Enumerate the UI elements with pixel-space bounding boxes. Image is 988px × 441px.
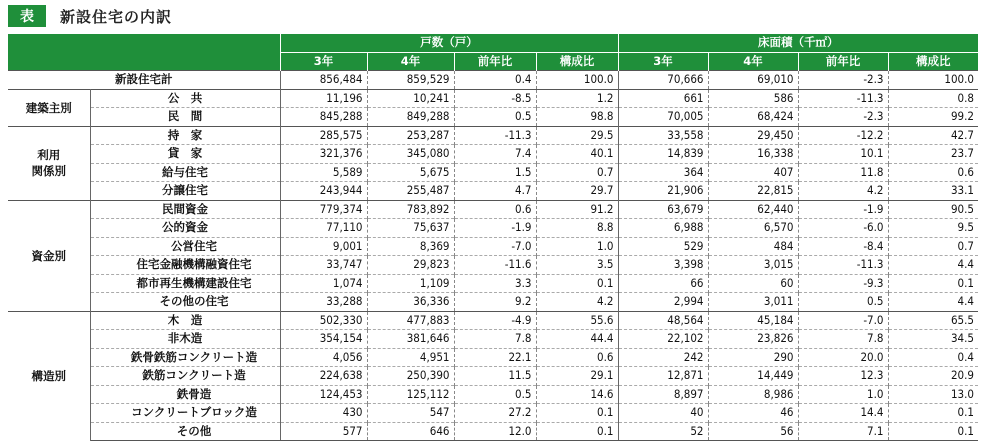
table-row xyxy=(8,293,978,312)
table-row xyxy=(8,200,978,219)
value-cell: 22,102 xyxy=(618,330,708,349)
table-row xyxy=(8,330,978,349)
title-badge: 表 xyxy=(8,5,46,27)
header-col: 4年 xyxy=(708,52,798,71)
value-cell: 0.6 xyxy=(888,163,978,182)
value-cell: -2.3 xyxy=(798,71,888,90)
value-cell: 7.8 xyxy=(454,330,536,349)
table-row xyxy=(8,126,978,145)
value-cell: 46 xyxy=(708,404,798,423)
value-cell: -7.0 xyxy=(798,311,888,330)
value-cell: 3,011 xyxy=(708,293,798,312)
value-cell: 5,589 xyxy=(280,163,367,182)
header-col: 4年 xyxy=(367,52,454,71)
value-cell: 345,080 xyxy=(367,145,454,164)
category-label: 建築主別 xyxy=(8,89,90,126)
value-cell: 11.8 xyxy=(798,163,888,182)
value-cell: -8.4 xyxy=(798,237,888,256)
row-label: その他 xyxy=(90,422,280,441)
value-cell: 52 xyxy=(618,422,708,441)
value-cell: 321,376 xyxy=(280,145,367,164)
value-cell: 0.5 xyxy=(454,385,536,404)
value-cell: 8,897 xyxy=(618,385,708,404)
value-cell: -11.3 xyxy=(454,126,536,145)
value-cell: 42.7 xyxy=(888,126,978,145)
value-cell: 6,570 xyxy=(708,219,798,238)
row-label: 持 家 xyxy=(90,126,280,145)
value-cell: 5,675 xyxy=(367,163,454,182)
category-label: 資金別 xyxy=(8,200,90,311)
value-cell: 33.1 xyxy=(888,182,978,201)
value-cell: -9.3 xyxy=(798,274,888,293)
row-label: 分譲住宅 xyxy=(90,182,280,201)
value-cell: 430 xyxy=(280,404,367,423)
value-cell: 250,390 xyxy=(367,367,454,386)
table-row xyxy=(8,348,978,367)
value-cell: 8,369 xyxy=(367,237,454,256)
value-cell: 243,944 xyxy=(280,182,367,201)
header-units-group: 戸数（戸） xyxy=(280,34,618,52)
value-cell: 29,823 xyxy=(367,256,454,275)
value-cell: 44.4 xyxy=(536,330,618,349)
value-cell: 285,575 xyxy=(280,126,367,145)
table-row xyxy=(8,89,978,108)
row-label: 民間資金 xyxy=(90,200,280,219)
value-cell: 11,196 xyxy=(280,89,367,108)
category-label: 利用 関係別 xyxy=(8,126,90,200)
value-cell: 29.7 xyxy=(536,182,618,201)
value-cell: 0.1 xyxy=(888,404,978,423)
value-cell: 477,883 xyxy=(367,311,454,330)
row-label: 公営住宅 xyxy=(90,237,280,256)
value-cell: 3,015 xyxy=(708,256,798,275)
row-label: コンクリートブロック造 xyxy=(90,404,280,423)
table-row xyxy=(8,182,978,201)
value-cell: 8,986 xyxy=(708,385,798,404)
value-cell: 40.1 xyxy=(536,145,618,164)
value-cell: 69,010 xyxy=(708,71,798,90)
value-cell: 9.2 xyxy=(454,293,536,312)
value-cell: 90.5 xyxy=(888,200,978,219)
table-row xyxy=(8,385,978,404)
value-cell: 2,994 xyxy=(618,293,708,312)
value-cell: -1.9 xyxy=(454,219,536,238)
value-cell: 646 xyxy=(367,422,454,441)
value-cell: 0.1 xyxy=(536,274,618,293)
value-cell: 91.2 xyxy=(536,200,618,219)
value-cell: 40 xyxy=(618,404,708,423)
value-cell: 11.5 xyxy=(454,367,536,386)
value-cell: 70,666 xyxy=(618,71,708,90)
table-title xyxy=(8,3,172,29)
value-cell: -8.5 xyxy=(454,89,536,108)
row-label: 非木造 xyxy=(90,330,280,349)
value-cell: 100.0 xyxy=(536,71,618,90)
value-cell: 7.1 xyxy=(798,422,888,441)
header-col: 前年比 xyxy=(454,52,536,71)
row-label: 鉄骨造 xyxy=(90,385,280,404)
value-cell: 55.6 xyxy=(536,311,618,330)
value-cell: -7.0 xyxy=(454,237,536,256)
row-label: その他の住宅 xyxy=(90,293,280,312)
value-cell: 14.4 xyxy=(798,404,888,423)
value-cell: 783,892 xyxy=(367,200,454,219)
title-text: 新設住宅の内訳 xyxy=(60,7,173,26)
value-cell: 381,646 xyxy=(367,330,454,349)
value-cell: 4,951 xyxy=(367,348,454,367)
value-cell: 1,074 xyxy=(280,274,367,293)
value-cell: 529 xyxy=(618,237,708,256)
value-cell: 586 xyxy=(708,89,798,108)
row-label: 鉄骨鉄筋コンクリート造 xyxy=(90,348,280,367)
value-cell: 10,241 xyxy=(367,89,454,108)
value-cell: 845,288 xyxy=(280,108,367,127)
value-cell: 255,487 xyxy=(367,182,454,201)
value-cell: 0.1 xyxy=(888,274,978,293)
value-cell: 1.2 xyxy=(536,89,618,108)
value-cell: 0.7 xyxy=(888,237,978,256)
header-col: 構成比 xyxy=(536,52,618,71)
row-label: 給与住宅 xyxy=(90,163,280,182)
value-cell: 10.1 xyxy=(798,145,888,164)
value-cell: 60 xyxy=(708,274,798,293)
value-cell: 27.2 xyxy=(454,404,536,423)
value-cell: 63,679 xyxy=(618,200,708,219)
value-cell: 0.4 xyxy=(454,71,536,90)
table-row xyxy=(8,422,978,441)
value-cell: 1.0 xyxy=(536,237,618,256)
value-cell: 33,558 xyxy=(618,126,708,145)
value-cell: 98.8 xyxy=(536,108,618,127)
value-cell: 0.5 xyxy=(798,293,888,312)
value-cell: 34.5 xyxy=(888,330,978,349)
value-cell: 484 xyxy=(708,237,798,256)
value-cell: 0.7 xyxy=(536,163,618,182)
value-cell: 3.5 xyxy=(536,256,618,275)
value-cell: 65.5 xyxy=(888,311,978,330)
header-corner xyxy=(8,34,280,71)
value-cell: 23.7 xyxy=(888,145,978,164)
row-label: 都市再生機構建設住宅 xyxy=(90,274,280,293)
value-cell: 77,110 xyxy=(280,219,367,238)
value-cell: -11.6 xyxy=(454,256,536,275)
value-cell: 577 xyxy=(280,422,367,441)
value-cell: 7.8 xyxy=(798,330,888,349)
value-cell: 4,056 xyxy=(280,348,367,367)
value-cell: 22.1 xyxy=(454,348,536,367)
table-row xyxy=(8,404,978,423)
value-cell: 16,338 xyxy=(708,145,798,164)
value-cell: 29.1 xyxy=(536,367,618,386)
value-cell: 242 xyxy=(618,348,708,367)
value-cell: 290 xyxy=(708,348,798,367)
value-cell: 99.2 xyxy=(888,108,978,127)
value-cell: -11.3 xyxy=(798,256,888,275)
row-label: 公 共 xyxy=(90,89,280,108)
value-cell: 859,529 xyxy=(367,71,454,90)
value-cell: 33,747 xyxy=(280,256,367,275)
value-cell: 547 xyxy=(367,404,454,423)
value-cell: 70,005 xyxy=(618,108,708,127)
value-cell: 1.0 xyxy=(798,385,888,404)
row-label: 貸 家 xyxy=(90,145,280,164)
table-row xyxy=(8,71,978,90)
table-row xyxy=(8,237,978,256)
value-cell: 125,112 xyxy=(367,385,454,404)
housing-breakdown-table xyxy=(8,34,978,441)
value-cell: 3.3 xyxy=(454,274,536,293)
value-cell: 502,330 xyxy=(280,311,367,330)
table-row xyxy=(8,163,978,182)
value-cell: 0.8 xyxy=(888,89,978,108)
value-cell: 0.1 xyxy=(888,422,978,441)
value-cell: -6.0 xyxy=(798,219,888,238)
value-cell: 1,109 xyxy=(367,274,454,293)
value-cell: 9,001 xyxy=(280,237,367,256)
table-row xyxy=(8,256,978,275)
value-cell: 253,287 xyxy=(367,126,454,145)
table-row xyxy=(8,108,978,127)
value-cell: 0.5 xyxy=(454,108,536,127)
value-cell: 23,826 xyxy=(708,330,798,349)
value-cell: 124,453 xyxy=(280,385,367,404)
value-cell: 0.6 xyxy=(536,348,618,367)
value-cell: 33,288 xyxy=(280,293,367,312)
value-cell: 12,871 xyxy=(618,367,708,386)
value-cell: 66 xyxy=(618,274,708,293)
value-cell: 3,398 xyxy=(618,256,708,275)
value-cell: 14,839 xyxy=(618,145,708,164)
header-col: 前年比 xyxy=(798,52,888,71)
value-cell: 0.1 xyxy=(536,404,618,423)
row-label: 民 間 xyxy=(90,108,280,127)
value-cell: 14.6 xyxy=(536,385,618,404)
value-cell: 407 xyxy=(708,163,798,182)
value-cell: 100.0 xyxy=(888,71,978,90)
value-cell: 75,637 xyxy=(367,219,454,238)
value-cell: 21,906 xyxy=(618,182,708,201)
value-cell: 4.2 xyxy=(536,293,618,312)
row-label: 公的資金 xyxy=(90,219,280,238)
value-cell: 36,336 xyxy=(367,293,454,312)
value-cell: 68,424 xyxy=(708,108,798,127)
value-cell: 29.5 xyxy=(536,126,618,145)
value-cell: 354,154 xyxy=(280,330,367,349)
value-cell: -12.2 xyxy=(798,126,888,145)
row-label: 木 造 xyxy=(90,311,280,330)
table-row xyxy=(8,274,978,293)
value-cell: 224,638 xyxy=(280,367,367,386)
value-cell: 7.4 xyxy=(454,145,536,164)
value-cell: -2.3 xyxy=(798,108,888,127)
table-row xyxy=(8,219,978,238)
value-cell: 62,440 xyxy=(708,200,798,219)
value-cell: 20.0 xyxy=(798,348,888,367)
table-row xyxy=(8,367,978,386)
value-cell: 45,184 xyxy=(708,311,798,330)
row-label: 新設住宅計 xyxy=(8,71,280,90)
value-cell: 6,988 xyxy=(618,219,708,238)
value-cell: 56 xyxy=(708,422,798,441)
value-cell: 1.5 xyxy=(454,163,536,182)
value-cell: 364 xyxy=(618,163,708,182)
header-col: 構成比 xyxy=(888,52,978,71)
value-cell: 8.8 xyxy=(536,219,618,238)
value-cell: 48,564 xyxy=(618,311,708,330)
header-col: 3年 xyxy=(618,52,708,71)
value-cell: 22,815 xyxy=(708,182,798,201)
value-cell: 9.5 xyxy=(888,219,978,238)
value-cell: 661 xyxy=(618,89,708,108)
value-cell: 4.4 xyxy=(888,256,978,275)
value-cell: 29,450 xyxy=(708,126,798,145)
value-cell: 0.4 xyxy=(888,348,978,367)
value-cell: 20.9 xyxy=(888,367,978,386)
value-cell: 0.1 xyxy=(536,422,618,441)
value-cell: 856,484 xyxy=(280,71,367,90)
header-floor-group: 床面積（千㎡） xyxy=(618,34,978,52)
header-col: 3年 xyxy=(280,52,367,71)
row-label: 鉄筋コンクリート造 xyxy=(90,367,280,386)
value-cell: 12.0 xyxy=(454,422,536,441)
value-cell: 4.4 xyxy=(888,293,978,312)
value-cell: -4.9 xyxy=(454,311,536,330)
value-cell: -1.9 xyxy=(798,200,888,219)
value-cell: 13.0 xyxy=(888,385,978,404)
value-cell: 849,288 xyxy=(367,108,454,127)
value-cell: 12.3 xyxy=(798,367,888,386)
value-cell: 4.7 xyxy=(454,182,536,201)
category-label: 構造別 xyxy=(8,311,90,441)
value-cell: 0.6 xyxy=(454,200,536,219)
table-row xyxy=(8,311,978,330)
row-label: 住宅金融機構融資住宅 xyxy=(90,256,280,275)
table-row xyxy=(8,145,978,164)
value-cell: 779,374 xyxy=(280,200,367,219)
value-cell: -11.3 xyxy=(798,89,888,108)
value-cell: 4.2 xyxy=(798,182,888,201)
value-cell: 14,449 xyxy=(708,367,798,386)
